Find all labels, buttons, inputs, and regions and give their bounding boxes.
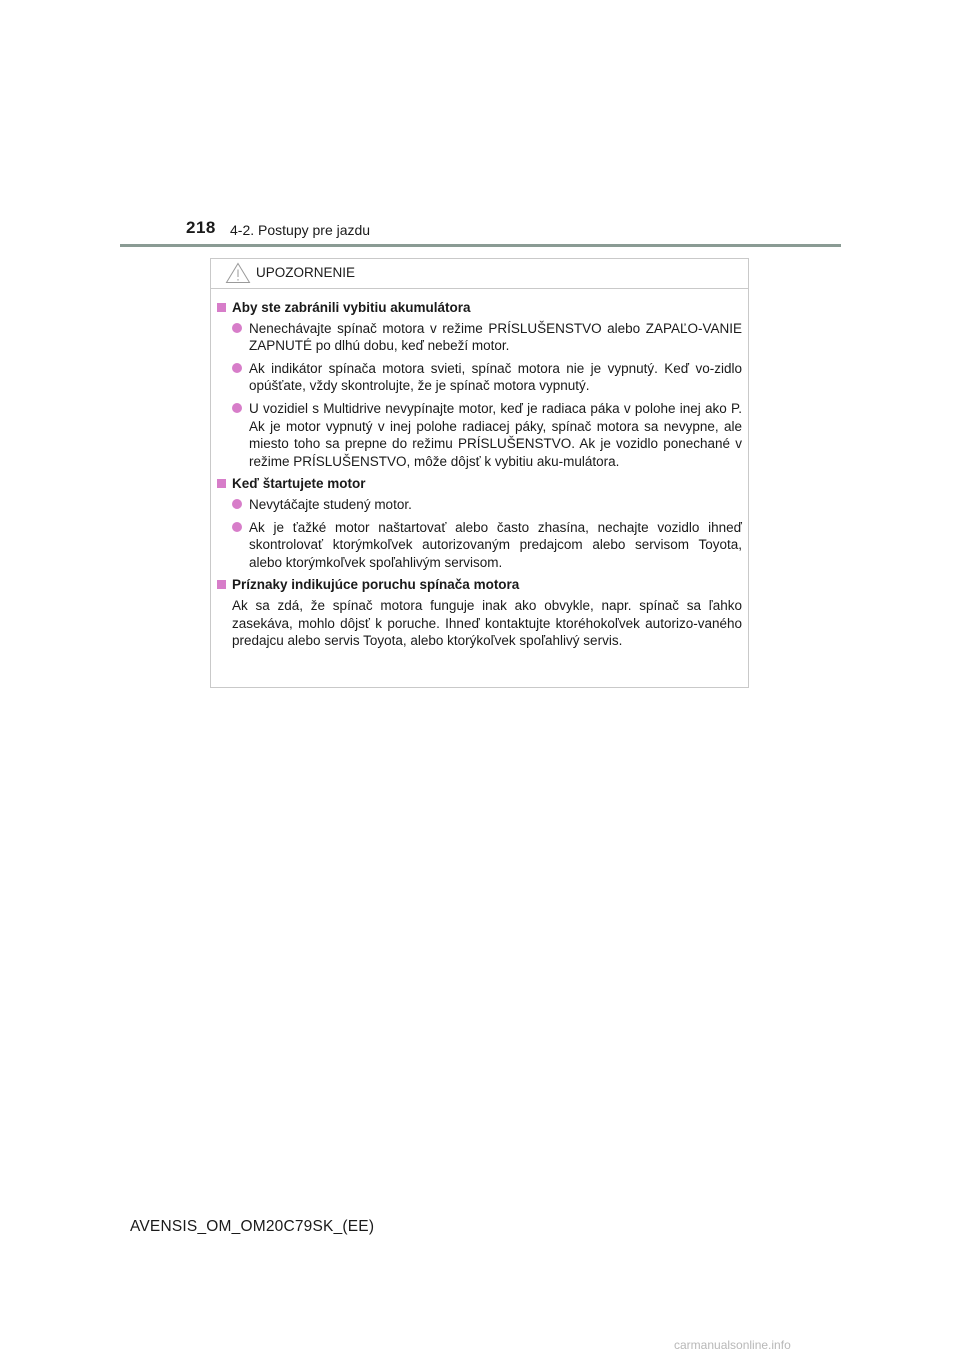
list-item <box>217 320 742 355</box>
footer-code: AVENSIS_OM_OM20C79SK_(EE) <box>130 1218 375 1235</box>
section-title: 4-2. Postupy pre jazdu <box>230 222 371 238</box>
warning-triangle-icon <box>225 262 251 284</box>
square-bullet-icon <box>217 303 226 312</box>
list-item-text: U vozidiel s Multidrive nevypínajte motor, keď je radiaca páka v polohe inej ako P. Ak je motor vypnutý v inej polohe radiacej páky, spínač motora sa nevypne, ale miesto toho sa prepne do režimu PRÍSLUŠENSTVO. Ak je vozidlo ponechané v režime PRÍSLUŠENSTVO, môže dôjsť k vybitiu aku-mulátora. <box>249 400 742 469</box>
warning-body <box>211 289 748 650</box>
list-item <box>217 360 742 395</box>
page-number: 218 <box>186 218 216 237</box>
dot-bullet-icon <box>232 363 242 373</box>
list-item-text: Nenechávajte spínač motora v režime PRÍSLUŠENSTVO alebo ZAPAĽO-VANIE ZAPNUTÉ po dlhú dobu, keď nebeží motor. <box>249 320 742 354</box>
list-item <box>217 400 742 470</box>
list-item-text: Ak indikátor spínača motora svieti, spínač motora nie je vypnutý. Keď vo-zidlo opúšťate, vždy skontrolujte, že je spínač motora vypnutý. <box>249 360 742 394</box>
square-bullet-icon <box>217 479 226 488</box>
section-heading-text: Príznaky indikujúce poruchu spínača motora <box>232 577 520 593</box>
list-item-text: Ak je ťažké motor naštartovať alebo často zhasína, nechajte vozidlo ihneď skontrolovať ktorýmkoľvek autorizovaným predajcom alebo servisom Toyota, alebo ktorýmkoľvek spoľahlivým servisom. <box>249 519 742 570</box>
list-item <box>217 519 742 572</box>
watermark[interactable]: carmanualsonline.info <box>674 1338 791 1352</box>
header-rule <box>120 244 841 247</box>
list-item <box>217 496 742 514</box>
section-heading-text: Keď štartujete motor <box>232 476 366 492</box>
dot-bullet-icon <box>232 323 242 333</box>
section-heading-text: Aby ste zabránili vybitiu akumulátora <box>232 300 471 315</box>
section-heading <box>217 299 742 317</box>
dot-bullet-icon <box>232 403 242 413</box>
square-bullet-icon <box>217 580 226 589</box>
dot-bullet-icon <box>232 522 242 532</box>
warning-title: UPOZORNENIE <box>256 265 356 280</box>
section-paragraph: Ak sa zdá, že spínač motora funguje inak ako obvykle, napr. spínač sa ľahko zasekáva, mohlo dôjsť k poruche. Ihneď kontaktujte ktoréhokoľvek autorizo-vaného predajcu alebo servis Toyota, alebo ktorýkoľvek spoľahlivý servis. <box>232 597 742 649</box>
section-heading <box>217 576 742 594</box>
list-item-text: Nevytáčajte studený motor. <box>249 496 412 512</box>
warning-box <box>210 258 749 688</box>
dot-bullet-icon <box>232 499 242 509</box>
section-heading <box>217 475 742 493</box>
warning-header <box>211 259 748 289</box>
